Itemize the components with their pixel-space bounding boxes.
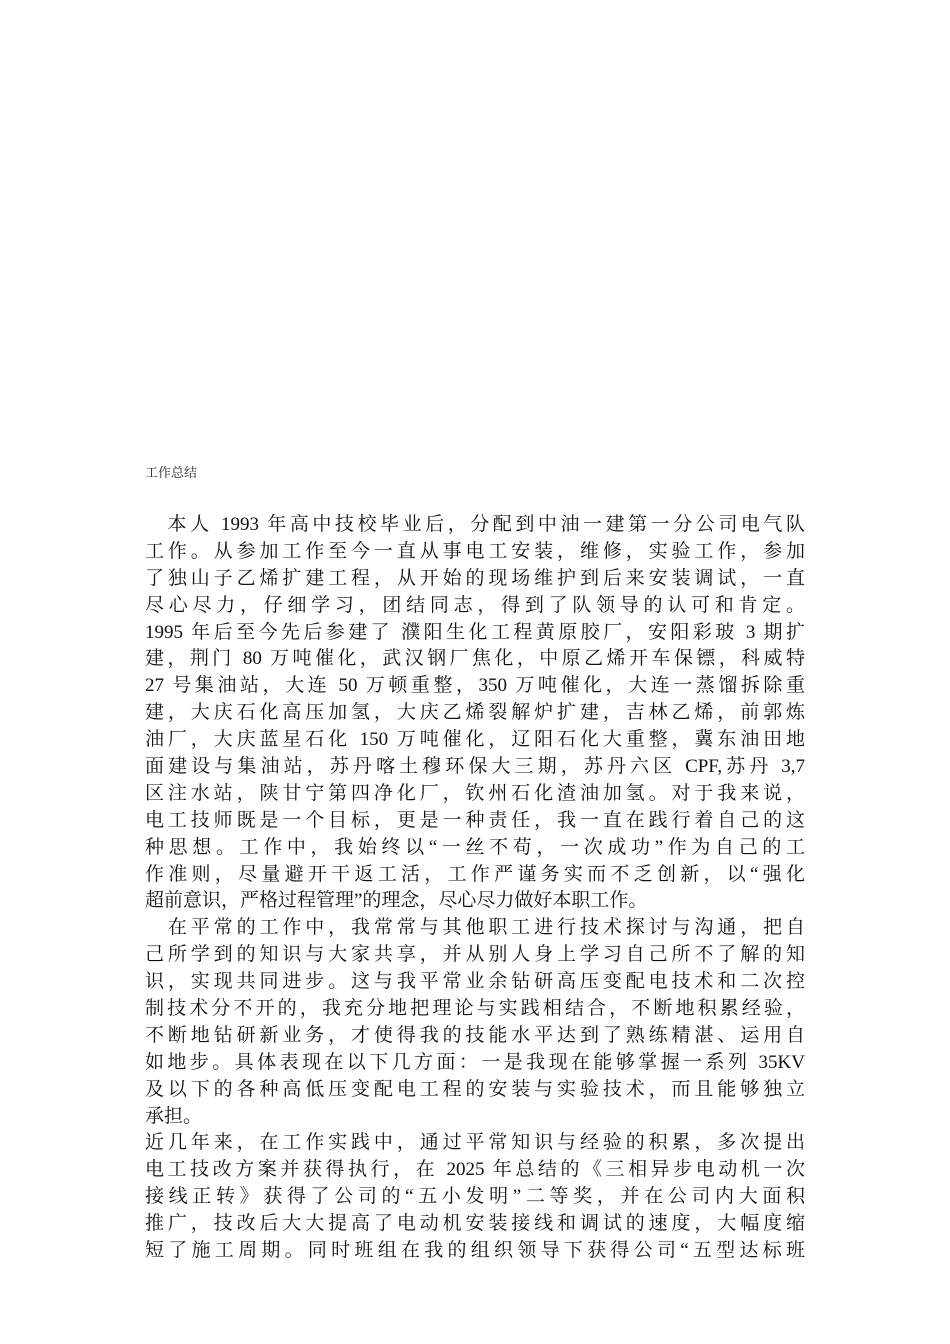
body-line: 接线正转》获得了公司的“五小发明”二等奖，并在公司内大面积 (145, 1186, 805, 1208)
document-title: 工作总结 (145, 466, 198, 481)
body-line: 建，大庆石化高压加氢，大庆乙烯裂解炉扩建，吉林乙烯，前郭炼 (145, 702, 805, 724)
body-line: 27 号集油站，大连 50 万顿重整，350 万吨催化，大连一蒸馏拆除重 (145, 675, 805, 697)
body-line: 及以下的各种高低压变配电工程的安装与实验技术，而且能够独立 (145, 1078, 805, 1100)
body-line: 近几年来，在工作实践中，通过平常知识与经验的积累，多次提出 (145, 1132, 805, 1154)
body-line: 工作。从参加工作至今一直从事电工安装，维修，实验工作，参加 (145, 540, 805, 562)
body-line: 电工技改方案并获得执行，在 2025 年总结的《三相异步电动机一次 (145, 1159, 805, 1181)
body-line: 承担。 (145, 1105, 203, 1127)
body-line: 己所学到的知识与大家共享，并从别人身上学习自己所不了解的知 (145, 944, 805, 966)
body-line: 油厂，大庆蓝星石化 150 万吨催化，辽阳石化大重整，冀东油田地 (145, 729, 805, 751)
body-line: 在平常的工作中，我常常与其他职工进行技术探讨与沟通，把自 (145, 917, 805, 939)
body-line: 电工技师既是一个目标，更是一种责任，我一直在践行着自己的这 (145, 809, 805, 831)
body-line: 本人 1993 年高中技校毕业后，分配到中油一建第一分公司电气队 (145, 514, 805, 535)
body-line: 如地步。具体表现在以下几方面：一是我现在能够掌握一系列 35KV (145, 1051, 805, 1073)
body-line: 作准则，尽量避开干返工活，工作严谨务实而不乏创新，以“强化 (145, 863, 805, 885)
body-line: 1995 年后至今先后参建了 濮阳生化工程黄原胶厂，安阳彩玻 3 期扩 (145, 621, 805, 643)
body-line: 区注水站，陕甘宁第四净化厂，钦州石化渣油加氢。对于我来说， (145, 782, 805, 804)
body-line: 尽心尽力，仔细学习，团结同志，得到了队领导的认可和肯定。 (145, 594, 805, 616)
body-line: 超前意识，严格过程管理”的理念，尽心尽力做好本职工作。 (145, 890, 648, 912)
body-line: 推广，技改后大大提高了电动机安装接线和调试的速度，大幅度缩 (145, 1213, 805, 1235)
body-line: 面建设与集油站，苏丹喀土穆环保大三期，苏丹六区 CPF,苏丹 3,7 (145, 756, 805, 778)
body-line: 了独山子乙烯扩建工程，从开始的现场维护到后来安装调试，一直 (145, 567, 805, 589)
document-body (145, 512, 805, 1265)
body-line: 短了施工周期。同时班组在我的组织领导下获得公司“五型达标班 (145, 1240, 805, 1262)
body-line: 不断地钻研新业务，才使得我的技能水平达到了熟练精湛、运用自 (145, 1024, 805, 1046)
body-line: 建，荆门 80 万吨催化，武汉钢厂焦化，中原乙烯开车保镖，科威特 (145, 648, 805, 670)
body-line: 识，实现共同进步。这与我平常业余钻研高压变配电技术和二次控 (145, 971, 805, 993)
body-line: 制技术分不开的，我充分地把理论与实践相结合，不断地积累经验， (145, 998, 805, 1020)
body-line: 种思想。工作中，我始终以“一丝不苟，一次成功”作为自己的工 (145, 836, 805, 858)
